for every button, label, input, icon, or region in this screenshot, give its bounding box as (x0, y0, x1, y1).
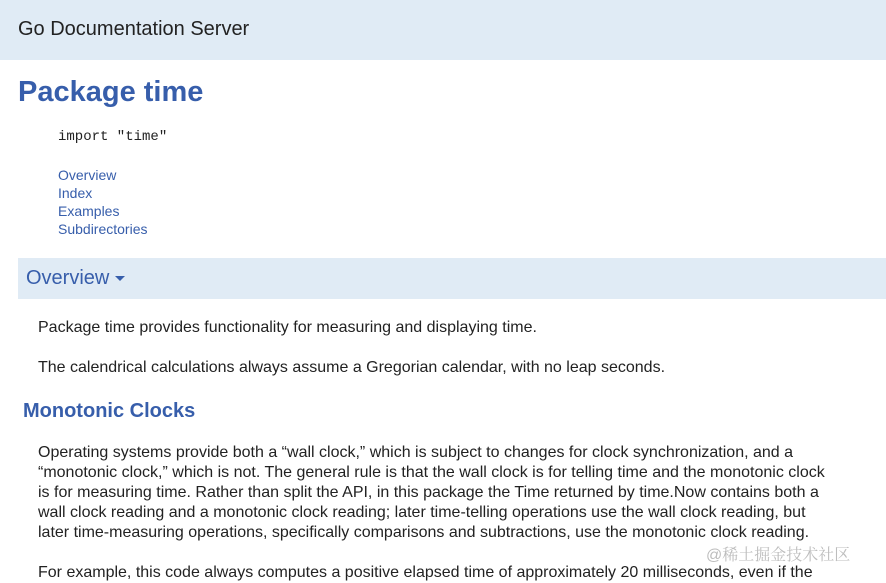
page-title: Package time (18, 76, 204, 108)
toc-link-subdirectories[interactable]: Subdirectories (58, 221, 148, 237)
monotonic-paragraph-2: For example, this code always computes a positive elapsed time of approximately 20 milliseconds, even if the (38, 564, 813, 581)
overview-heading-group (26, 267, 125, 290)
watermark: @稀土掘金技术社区 (706, 547, 851, 564)
overview-section-toggle[interactable] (18, 258, 886, 299)
caret-down-icon (115, 276, 125, 281)
import-statement: import "time" (58, 129, 168, 145)
top-bar (0, 0, 886, 60)
overview-paragraph-2: The calendrical calculations always assume a Gregorian calendar, with no leap seconds. (38, 359, 666, 376)
monotonic-paragraph-1: Operating systems provide both a “wall clock,” which is subject to changes for clock synchronization, and a “monotonic clock,” which is not. The general rule is that the wall clock is for telling time and the monotonic clock is for measuring time. Rather than split the API, in this package the Time returned by time.Now contains both a wall clock reading and a monotonic clock reading; later time-telling operations use the wall clock reading, but later time-measuring operations, specifically comparisons and subtractions, use the monotonic clock reading. (38, 444, 825, 541)
monotonic-clocks-heading: Monotonic Clocks (23, 400, 196, 422)
toc-link-examples[interactable]: Examples (58, 203, 120, 219)
overview-paragraph-1: Package time provides functionality for measuring and displaying time. (38, 319, 537, 336)
site-title[interactable]: Go Documentation Server (18, 18, 250, 40)
toc-link-overview[interactable]: Overview (58, 167, 117, 183)
overview-heading: Overview (26, 267, 110, 289)
toc-link-index[interactable]: Index (58, 185, 93, 201)
table-of-contents (58, 166, 148, 238)
